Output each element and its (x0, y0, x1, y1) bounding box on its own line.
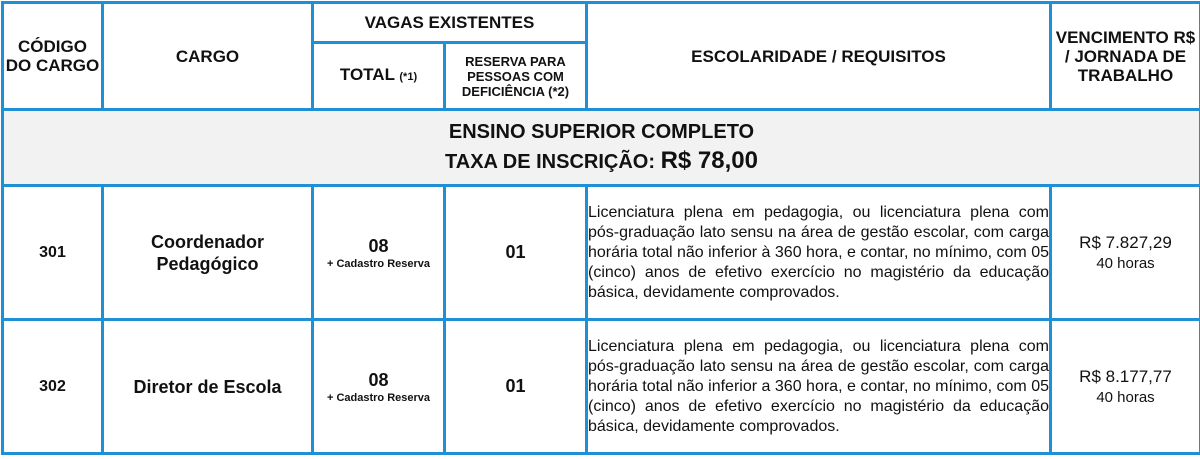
header-reserva-label: RESERVA PARA PESSOAS COM DEFICIÊNCIA (462, 54, 566, 99)
header-vencimento: VENCIMENTO R$ / JORNADA DE TRABALHO (1051, 3, 1200, 110)
row-total-value: 08 (314, 369, 443, 391)
row-salario: R$ 8.177,77 (1052, 366, 1199, 388)
header-total (313, 43, 445, 110)
header-total-label: TOTAL (340, 65, 395, 84)
row-vencimento (1051, 320, 1200, 454)
row-reserva: 01 (445, 186, 587, 320)
row-codigo: 301 (3, 186, 103, 320)
table-row (3, 320, 1200, 454)
row-total (313, 320, 445, 454)
row-reserva: 01 (445, 320, 587, 454)
section-taxa (4, 146, 1199, 177)
header-reserva-note: (*2) (548, 84, 569, 99)
header-cargo: CARGO (103, 3, 313, 110)
row-total-value: 08 (314, 235, 443, 257)
row-requisitos: Licenciatura plena em pedagogia, ou licenciatura plena com pós-graduação lato sensu na área de gestão escolar, com carga horária total não inferior à 360 hora, e contar, no mínimo, com 05 (cinco) anos de efetivo exercício no magistério da educação básica, devidamente comprovados. (587, 186, 1051, 320)
row-cadastro: + Cadastro Reserva (314, 391, 443, 405)
header-vagas: VAGAS EXISTENTES (313, 3, 587, 43)
vagas-table (1, 1, 1200, 455)
row-cadastro: + Cadastro Reserva (314, 257, 443, 271)
table-row (3, 186, 1200, 320)
row-jornada: 40 horas (1052, 254, 1199, 274)
header-escolaridade: ESCOLARIDADE / REQUISITOS (587, 3, 1051, 110)
section-header (3, 110, 1200, 186)
row-vencimento (1051, 186, 1200, 320)
taxa-label: TAXA DE INSCRIÇÃO: (445, 151, 655, 173)
row-total (313, 186, 445, 320)
header-total-note: (*1) (399, 71, 417, 83)
taxa-value: R$ 78,00 (661, 147, 758, 174)
header-codigo: CÓDIGO DO CARGO (3, 3, 103, 110)
section-title: ENSINO SUPERIOR COMPLETO (4, 118, 1199, 146)
row-requisitos: Licenciatura plena em pedagogia, ou licenciatura plena com pós-graduação lato sensu na área de gestão escolar, com carga horária total não inferior a 360 hora, e contar, no mínimo, com 05 (cinco) anos de efetivo exercício no magistério da educação básica, devidamente comprovados. (587, 320, 1051, 454)
header-reserva (445, 43, 587, 110)
row-cargo: Diretor de Escola (103, 320, 313, 454)
row-jornada: 40 horas (1052, 388, 1199, 408)
row-codigo: 302 (3, 320, 103, 454)
row-cargo: Coordenador Pedagógico (103, 186, 313, 320)
row-salario: R$ 7.827,29 (1052, 232, 1199, 254)
